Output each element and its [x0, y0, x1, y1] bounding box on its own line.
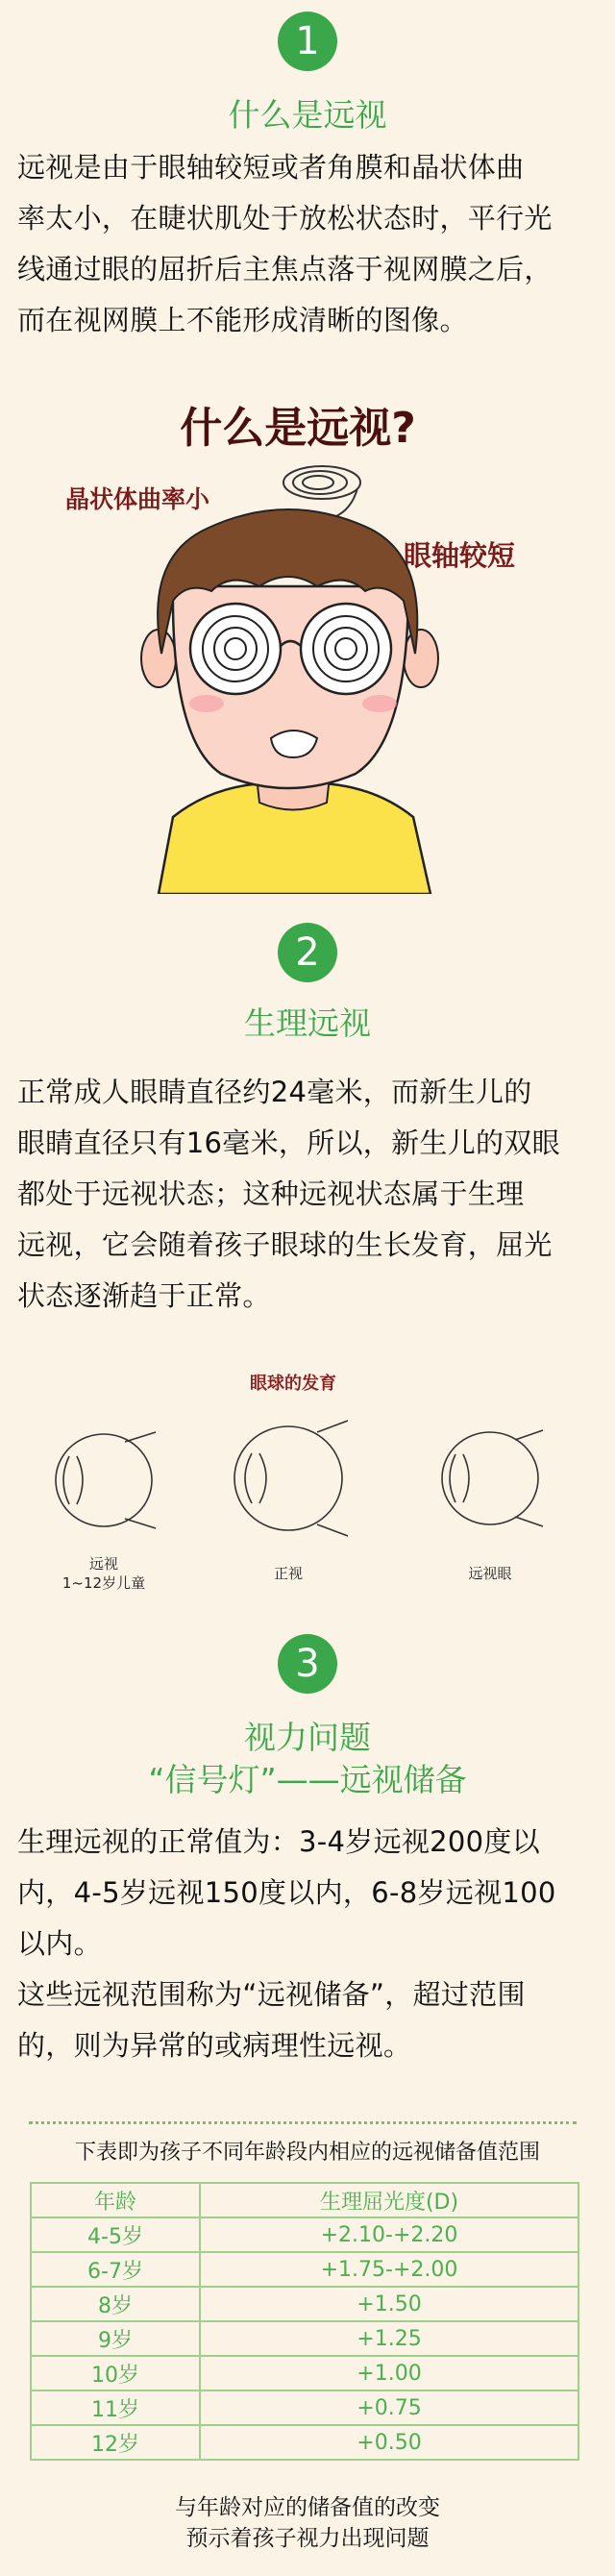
eye-label-normal: 正视	[273, 1565, 304, 1582]
footer-line: 与年龄对应的储备值的改变	[175, 2495, 440, 2520]
table-header-row	[31, 2183, 578, 2217]
footer-line: 预示着孩子视力出现问题	[185, 2526, 430, 2551]
section-paragraph	[17, 1067, 603, 1322]
section-number-badge: 1	[278, 12, 337, 71]
paragraph-line: 的，则为异常的或病理性远视。	[17, 2029, 412, 2062]
section-subtitle: “信号灯”——远视储备	[148, 1761, 467, 1798]
age-cell: 12岁	[31, 2425, 200, 2460]
age-cell: 8岁	[31, 2287, 200, 2321]
dotted-divider	[29, 2121, 577, 2124]
diopter-cell: +0.50	[200, 2425, 578, 2460]
right-cheek-blush	[362, 695, 397, 712]
paragraph-line: 而在视网膜上不能形成清晰的图像。	[17, 304, 468, 336]
eyeball-normal-icon	[234, 1421, 348, 1536]
eyeball-development-illustration	[0, 1365, 615, 1634]
eye-label-age: 1~12岁儿童	[62, 1574, 146, 1592]
section-title: 视力问题	[244, 1719, 371, 1756]
diopter-cell: +2.10-+2.20	[200, 2217, 578, 2252]
paragraph-line: 都处于远视状态；这种远视状态属于生理	[17, 1177, 525, 1210]
diopter-cell: +1.25	[200, 2321, 578, 2356]
paragraph-line: 状态逐渐趋于正常。	[17, 1279, 271, 1312]
section-paragraph	[17, 142, 603, 346]
age-cell: 4-5岁	[31, 2217, 200, 2252]
paragraph-line: 正常成人眼睛直径约24毫米，而新生儿的	[17, 1076, 532, 1108]
eyeball-hyperopia-icon	[442, 1430, 543, 1526]
eye-label-hyperopia: 远视眼	[468, 1565, 512, 1582]
paragraph-line: 这些远视范围称为“远视储备”，超过范围	[17, 1978, 526, 2011]
diopter-cell: +1.00	[200, 2356, 578, 2390]
paragraph-line: 率太小，在睫状肌处于放松状态时，平行光	[17, 202, 553, 235]
hyperopia-reserve-table	[30, 2182, 579, 2461]
paragraph-line: 线通过眼的屈折后主焦点落于视网膜之后，	[17, 253, 553, 285]
eye-label-farsighted: 远视	[88, 1555, 119, 1573]
paragraph-line: 生理远视的正常值为：3-4岁远视200度以	[17, 1825, 541, 1858]
diopter-cell: +1.50	[200, 2287, 578, 2321]
diopter-cell: +0.75	[200, 2390, 578, 2425]
table-caption: 下表即为孩子不同年龄段内相应的远视储备值范围	[74, 2141, 540, 2165]
section-title: 生理远视	[244, 1004, 371, 1042]
label-short-axis: 眼轴较短	[404, 539, 516, 572]
paragraph-line: 内，4-5岁远视150度以内，6-8岁远视100	[17, 1876, 556, 1909]
paragraph-line: 远视是由于眼轴较短或者角膜和晶状体曲	[17, 151, 525, 184]
eyeball-small-icon	[56, 1432, 156, 1528]
table-row	[31, 2390, 578, 2425]
right-ear-shape	[404, 630, 438, 687]
table-row	[31, 2287, 578, 2321]
age-cell: 9岁	[31, 2321, 200, 2356]
section-number-badge: 2	[278, 923, 337, 982]
section-title: 什么是远视	[228, 96, 387, 134]
table-row	[31, 2217, 578, 2252]
table-row	[31, 2425, 578, 2460]
illustration-heading: 什么是远视?	[180, 404, 416, 453]
age-cell: 6-7岁	[31, 2252, 200, 2287]
column-header: 年龄	[31, 2183, 200, 2217]
table-row	[31, 2321, 578, 2356]
left-cheek-blush	[189, 695, 224, 712]
section-paragraph	[17, 1817, 603, 2071]
section-number-badge: 3	[278, 1634, 337, 1694]
footer-note	[0, 2492, 615, 2554]
paragraph-line: 远视，它会随着孩子眼球的生长发育，屈光	[17, 1228, 553, 1261]
table-row	[31, 2356, 578, 2390]
column-header: 生理屈光度(D)	[200, 2183, 578, 2217]
table-row	[31, 2252, 578, 2287]
age-cell: 10岁	[31, 2356, 200, 2390]
age-cell: 11岁	[31, 2390, 200, 2425]
paragraph-line: 眼睛直径只有16毫米，所以，新生儿的双眼	[17, 1127, 560, 1159]
diopter-cell: +1.75-+2.00	[200, 2252, 578, 2287]
paragraph-line: 以内。	[17, 1927, 102, 1960]
illustration-heading: 眼球的发育	[250, 1374, 336, 1394]
hyperopia-cartoon-illustration	[0, 394, 615, 894]
label-lens-curvature: 晶状体曲率小	[65, 485, 210, 513]
